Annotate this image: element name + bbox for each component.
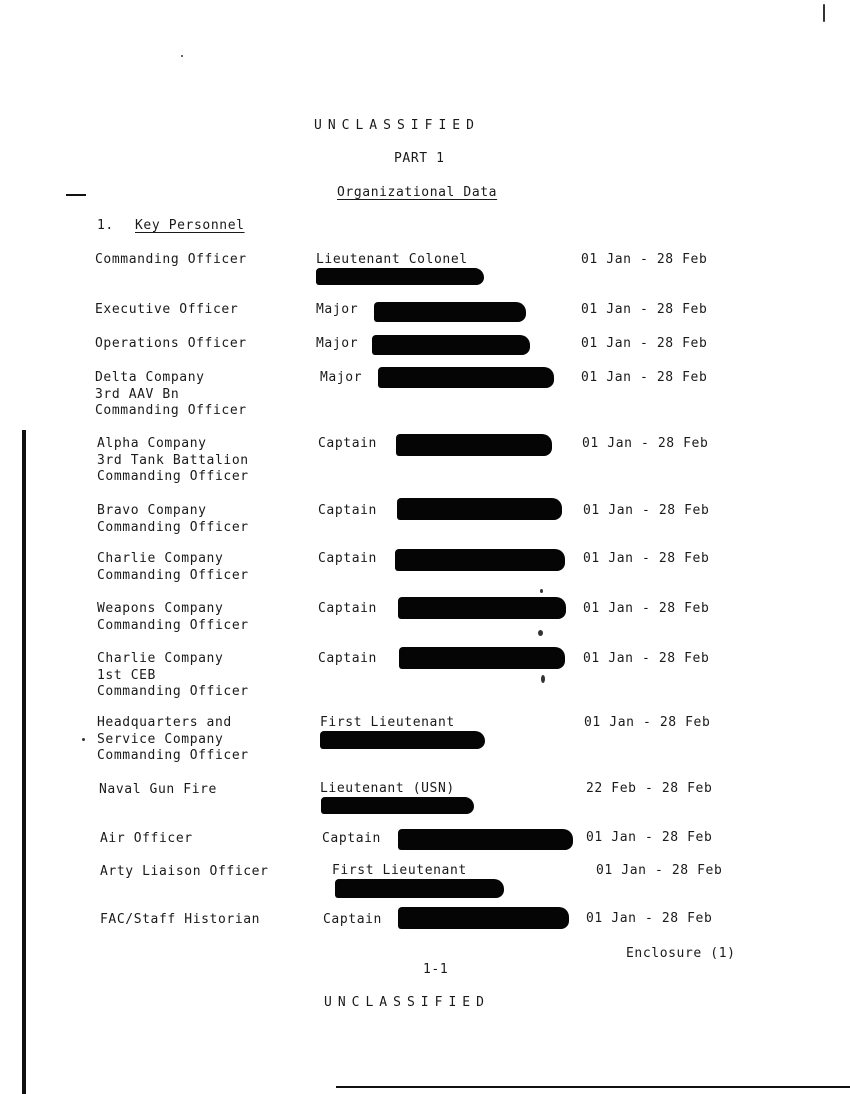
period-label: 22 Feb - 28 Feb [586, 781, 713, 796]
position-label: Weapons Company Commanding Officer [97, 601, 249, 633]
section-title: Key Personnel [135, 218, 245, 233]
period-label: 01 Jan - 28 Feb [583, 551, 710, 566]
rank-label: Captain [322, 831, 381, 846]
period-label: 01 Jan - 28 Feb [583, 503, 710, 518]
redaction-bar [395, 549, 565, 571]
part-label: PART 1 [394, 151, 445, 166]
position-label: Bravo Company Commanding Officer [97, 503, 249, 535]
redaction-bar [398, 829, 573, 850]
redaction-bar [396, 434, 552, 456]
period-label: 01 Jan - 28 Feb [584, 715, 711, 730]
scan-bottom-line [336, 1086, 850, 1088]
period-label: 01 Jan - 28 Feb [583, 601, 710, 616]
position-label: Arty Liaison Officer [100, 864, 269, 879]
position-label: Alpha Company 3rd Tank Battalion Commanding Officer [97, 436, 249, 484]
scan-speck [541, 675, 545, 683]
position-label: Air Officer [100, 831, 193, 846]
scan-speck [181, 55, 183, 57]
section-number: 1. [97, 218, 114, 233]
period-label: 01 Jan - 28 Feb [583, 651, 710, 666]
redaction-bar [399, 647, 565, 669]
position-label: Executive Officer [95, 302, 239, 317]
position-label: Naval Gun Fire [99, 782, 217, 797]
redaction-bar [374, 302, 526, 322]
redaction-bar [320, 731, 485, 749]
position-label: Delta Company 3rd AAV Bn Commanding Officer [95, 370, 247, 418]
redaction-bar [397, 498, 562, 520]
margin-mark [66, 194, 86, 196]
period-label: 01 Jan - 28 Feb [582, 436, 709, 451]
redaction-bar [398, 907, 569, 929]
rank-label: Captain [318, 503, 377, 518]
rank-label: Captain [318, 651, 377, 666]
position-label: FAC/Staff Historian [100, 912, 261, 927]
period-label: 01 Jan - 28 Feb [586, 830, 713, 845]
classification-footer: UNCLASSIFIED [324, 995, 490, 1010]
redaction-bar [316, 268, 484, 285]
rank-label: First Lieutenant [320, 715, 455, 730]
enclosure-label: Enclosure (1) [626, 946, 736, 961]
redaction-bar [398, 597, 566, 619]
rank-label: Major [316, 302, 359, 317]
rank-label: Captain [323, 912, 382, 927]
period-label: 01 Jan - 28 Feb [581, 302, 708, 317]
period-label: 01 Jan - 28 Feb [581, 336, 708, 351]
scan-edge-line [22, 430, 26, 1094]
position-label: Commanding Officer [95, 252, 247, 267]
period-label: 01 Jan - 28 Feb [581, 370, 708, 385]
period-label: 01 Jan - 28 Feb [586, 911, 713, 926]
rank-label: Captain [318, 436, 377, 451]
position-label: Charlie Company Commanding Officer [97, 551, 249, 583]
rank-label: Lieutenant (USN) [320, 781, 455, 796]
position-label: Operations Officer [95, 336, 247, 351]
rank-label: Captain [318, 551, 377, 566]
redaction-bar [378, 367, 554, 388]
redaction-bar [321, 797, 474, 814]
scan-speck [823, 4, 825, 22]
rank-label: Major [320, 370, 363, 385]
redaction-bar [372, 335, 530, 355]
period-label: 01 Jan - 28 Feb [596, 863, 723, 878]
position-label: Charlie Company 1st CEB Commanding Officer [97, 651, 249, 699]
page-title: Organizational Data [337, 185, 498, 200]
page-number: 1-1 [423, 962, 449, 977]
position-label: Headquarters and Service Company Commanding Officer [97, 715, 249, 763]
scan-speck [538, 630, 543, 636]
redaction-bar [335, 879, 504, 898]
scan-speck [82, 738, 85, 741]
rank-label: Major [316, 336, 359, 351]
classification-header: UNCLASSIFIED [314, 118, 480, 133]
period-label: 01 Jan - 28 Feb [581, 252, 708, 267]
rank-label: Captain [318, 601, 377, 616]
scan-speck [540, 589, 543, 593]
rank-label: Lieutenant Colonel [316, 252, 468, 267]
rank-label: First Lieutenant [332, 863, 467, 878]
